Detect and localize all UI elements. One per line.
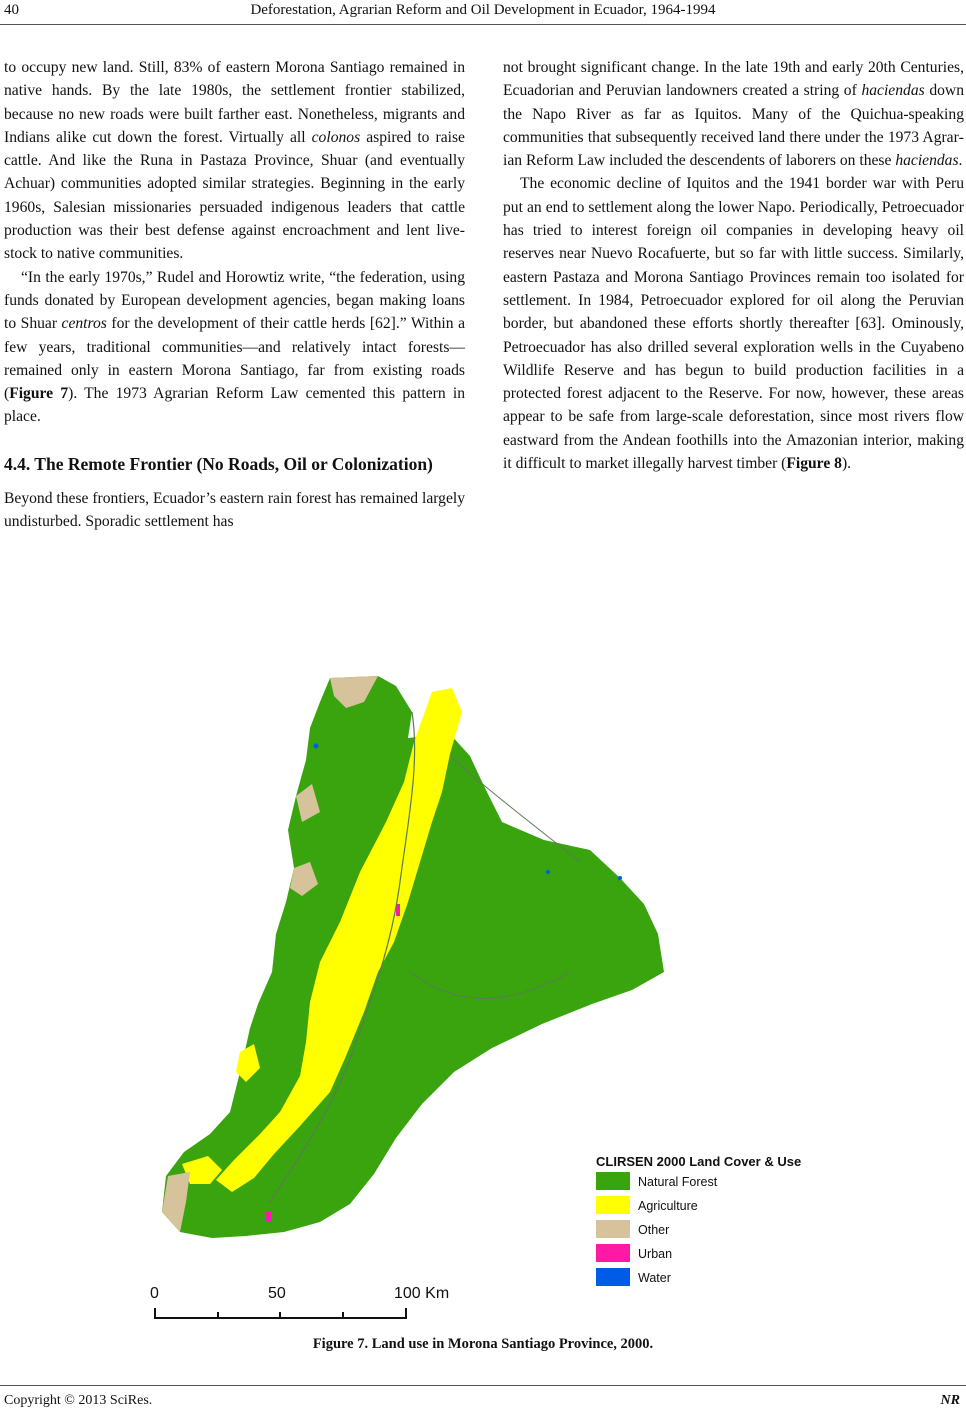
text-run: . [958, 152, 963, 170]
section-heading: 4.4. The Remote Frontier (No Roads, Oil or Colonization) [4, 453, 433, 474]
text-run: “In the early 1970s,” Rudel and Horowtiz write, “the federation, using funds donated by European development agencies, began making loans to Shuar [4, 268, 465, 333]
legend-swatch-other [596, 1220, 630, 1238]
scale-label-zero: 0 [150, 1285, 159, 1302]
legend-title: CLIRSEN 2000 Land Cover & Use [596, 1154, 802, 1169]
left-column [4, 56, 465, 533]
text-run: ). The 1973 Agrarian Reform Law cemented this pattern in place. [4, 385, 465, 426]
text-run: ). [841, 455, 852, 473]
right-column [503, 56, 964, 475]
paragraph [4, 487, 465, 534]
figure-caption: Figure 7. Land use in Morona Santiago Province, 2000. [312, 1336, 654, 1352]
emphasis-text: haciendas [895, 152, 959, 170]
emphasis-text: haciendas [861, 82, 925, 100]
paragraph [4, 266, 465, 429]
map-urban [266, 1212, 271, 1222]
legend-swatch-water [596, 1268, 630, 1286]
legend-label-water: Water [638, 1271, 671, 1285]
map-water [314, 744, 319, 749]
map-water [546, 870, 550, 874]
header-rule [0, 24, 966, 25]
text-run: Beyond these frontiers, Ecuador’s eastern rain forest has remained largely undisturbed. Sporadic settlement has [4, 489, 466, 531]
map-legend [596, 1172, 718, 1286]
legend-swatch-forest [596, 1172, 630, 1190]
figure-reference: Figure 7 [9, 385, 69, 403]
legend-label-agriculture: Agriculture [638, 1199, 698, 1213]
journal-abbrev: NR [940, 1393, 960, 1408]
paragraph [503, 172, 964, 475]
map-water [618, 876, 622, 880]
text-run: The economic decline of Iquitos and the 1941 border war with Peru put an end to settlement along the lower Napo. Periodically, Petroecuador has tried to interest foreign oil companies in developing heavy oil reserves near Nuevo Rocafuerte, but so far with little success. Similarly, eastern Pastaza and Morona Santiago Provinces remain too isolated for settlement. In 1984, Petroecuador explored for oil along the Peruvian border, but abandoned these efforts shortly thereafter [63]. Ominously, Petroecuador has also drilled several exploration wells in the Cuyabeno Wildlife Reserve and has begun to build production facilities in a protected forest adjacent to the Reserve. For now, however, these areas appear to be safe from large-scale deforestation, since most rivers flow eastward from the Andean foothills into the Amazonian interior, making it difficult to market illegally harvest timber ( [503, 175, 964, 473]
page-header [0, 0, 966, 24]
paragraph [503, 56, 964, 172]
figure-land-use-map [150, 672, 850, 1324]
text-run: to occupy new land. Still, 83% of eastern Morona Santiago remained in native hands. By the late 1980s, the settlement frontier stabilized, because no new roads were built farther east. Nonetheless, migrants and Indians alike cut down the forest. Virtually all [4, 59, 465, 146]
text-run: aspired to raise cattle. And like the Runa in Pastaza Province, Shuar (and eventually Achuar) communities adopted similar strategies. Beginning in the early 1960s, Salesian missionaries persuaded indigenous leaders that cattle production was their best defense against encroachment and lent livestock to native communities. [4, 128, 465, 263]
scale-label-end: 100 Km [394, 1285, 450, 1302]
legend-label-other: Other [638, 1223, 670, 1237]
text-run: down the Napo River as far as Iquitos. Many of the Quichua-speaking communities that subsequently received land there under the 1973 Agrarian Reform Law included the descendents of laborers on these [503, 82, 964, 170]
scale-label-mid: 50 [268, 1285, 286, 1302]
copyright: Copyright © 2013 SciRes. [4, 1393, 153, 1408]
running-title: Deforestation, Agrarian Reform and Oil Development in Ecuador, 1964-1994 [250, 2, 716, 18]
text-run: for the development of their cattle herds [62].” Within a few years, traditional communities—and relatively intact forests—remained only in eastern Morona Santiago, far from existing roads ( [4, 315, 465, 403]
footer-rule [0, 1385, 966, 1386]
text-run: not brought significant change. In the late 19th and early 20th Centuries, Ecuadorian and Peruvian landowners created a string of [503, 59, 964, 100]
legend-label-forest: Natural Forest [638, 1175, 718, 1189]
emphasis-text: colonos [311, 128, 361, 146]
page-number: 40 [4, 2, 19, 18]
legend-swatch-urban [596, 1244, 630, 1262]
emphasis-text: centros [61, 315, 107, 333]
legend-label-urban: Urban [638, 1247, 673, 1261]
figure-reference: Figure 8 [786, 455, 842, 473]
paragraph [4, 56, 465, 266]
land-use-map [150, 672, 850, 1324]
legend-swatch-agriculture [596, 1196, 630, 1214]
scale-bar [150, 1285, 449, 1318]
